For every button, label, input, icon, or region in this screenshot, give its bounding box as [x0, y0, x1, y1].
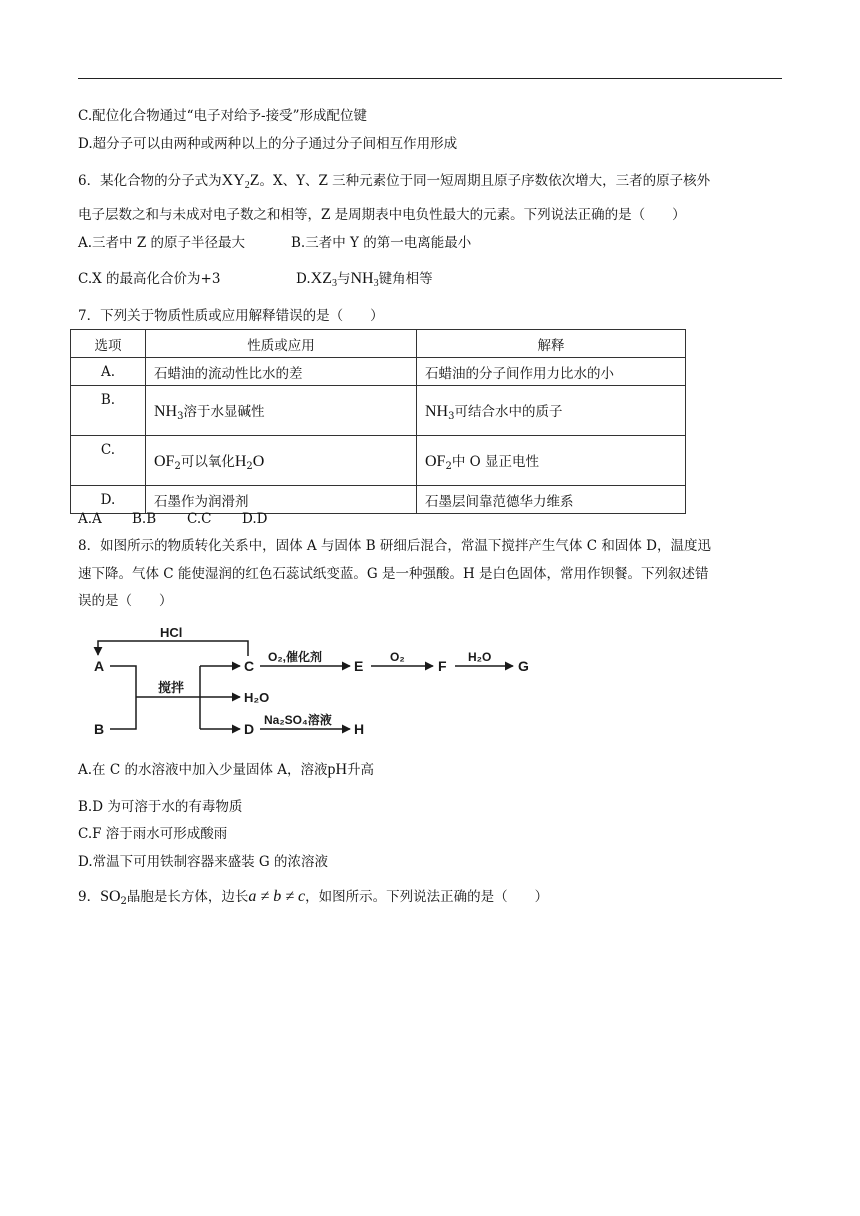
q7-row-a-explanation: 石蜡油的分子间作用力比水的小	[417, 358, 686, 386]
q6-option-b: B.三者中 Y 的第一电离能最小	[291, 235, 472, 251]
q8-stem-line3: 误的是（ ）	[78, 593, 173, 609]
q7-header-row	[71, 330, 686, 358]
q7-row-a-option: A.	[71, 358, 146, 386]
q6-optd-nh: NH	[350, 270, 374, 287]
q7-choice-b: B.B	[132, 511, 157, 527]
hcl-label: HCl	[160, 626, 183, 640]
q7-header-explanation: 解释	[417, 330, 686, 358]
q7-header-option: 选项	[71, 330, 146, 358]
q7-table	[70, 329, 686, 514]
q8-opta-ph: pH	[327, 761, 348, 778]
node-water: H₂O	[244, 690, 270, 705]
node-b: B	[94, 721, 105, 737]
q7-row-c-property	[146, 436, 417, 486]
q7-row-a	[71, 358, 686, 386]
q7-row-c-expl-sub: 2	[445, 461, 452, 472]
q7-header-property: 性质或应用	[146, 330, 417, 358]
q7-choice-c: C.C	[187, 511, 212, 527]
q8-opta-post: 升高	[347, 762, 375, 778]
q9-stem-post: ，如图所示。下列说法正确的是（ ）	[305, 889, 549, 905]
node-f: F	[438, 658, 447, 674]
q8-stem-line2: 速下降。气体 C 能使湿润的红色石蕊试纸变蓝。G 是一种强酸。H 是白色固体，常用作钡餐。下列叙述错	[78, 566, 709, 582]
q7-row-d-option: D.	[71, 486, 146, 514]
q6-option-c: C.X 的最高化合价为+3	[78, 271, 221, 287]
hcl-arrow	[98, 641, 248, 656]
q9-stem-mid: 晶胞是长方体，边长	[126, 889, 249, 905]
node-e: E	[354, 658, 364, 674]
q8-stem-line1: 8．如图所示的物质转化关系中，固体 A 与固体 B 研细后混合，常温下搅拌产生气体 C 和固体 D，温度迅	[78, 538, 711, 554]
q7-row-b-prop-sub: 3	[177, 411, 184, 422]
q9-prefix: 9．	[78, 889, 101, 905]
q8-opta-text: A.在 C 的水溶液中加入少量固体 A，溶液	[78, 762, 328, 778]
node-g: G	[518, 658, 529, 674]
q7-row-b-option: B.	[71, 386, 146, 436]
q7-row-c-prop-h-sub: 2	[246, 461, 253, 472]
q7-row-b-prop-formula: NH	[154, 403, 178, 420]
q7-row-b-expl-sub: 3	[448, 411, 455, 422]
q8-option-a	[78, 761, 374, 779]
header-rule	[78, 78, 782, 79]
q7-row-c-prop-sub: 2	[174, 461, 181, 472]
q9-condition: a ≠ b ≠ c	[248, 888, 306, 905]
q8-option-b: B.D 为可溶于水的有毒物质	[78, 799, 243, 815]
e-to-f-label: O₂	[390, 650, 405, 664]
q7-row-a-property: 石蜡油的流动性比水的差	[146, 358, 417, 386]
q6-optd-nh-sub: 3	[373, 278, 379, 289]
q7-row-b-expl-text: 可结合水中的质子	[454, 404, 563, 420]
q7-row-c-prop-h: H	[234, 453, 247, 470]
node-d: D	[244, 721, 255, 737]
q7-row-d	[71, 486, 686, 514]
q5-option-d: D.超分子可以由两种或两种以上的分子通过分子间相互作用形成	[78, 136, 458, 152]
q6-formula-sub: 2	[244, 180, 250, 191]
q7-row-b-prop-text: 溶于水显碱性	[183, 404, 265, 420]
d-to-h-label: Na₂SO₄溶液	[264, 713, 332, 727]
q6-formula	[222, 172, 260, 189]
q7-stem: 7．下列关于物质性质或应用解释错误的是（ ）	[78, 308, 384, 324]
q6-formula-xy: XY	[221, 172, 245, 189]
q6-optd-xz-sub: 3	[331, 278, 337, 289]
q6-optd-formula1	[311, 270, 337, 287]
q9-stem	[78, 888, 548, 906]
q6-stem-rest: 。X、Y、Z 三种元素位于同一短周期且原子序数依次增大，三者的原子核外	[259, 173, 711, 189]
q7-row-c-prop-o: O	[252, 453, 265, 470]
q6-optd-xz: XZ	[310, 270, 332, 287]
q7-row-d-explanation: 石墨层间靠范德华力维系	[417, 486, 686, 514]
node-c: C	[244, 658, 255, 674]
q9-formula: SO	[100, 888, 121, 905]
q6-formula-z: Z	[249, 172, 260, 189]
q6-option-a: A.三者中 Z 的原子半径最大	[78, 235, 246, 251]
q7-row-d-property: 石墨作为润滑剂	[146, 486, 417, 514]
merge-bracket	[110, 666, 136, 729]
q7-row-b	[71, 386, 686, 436]
q7-row-b-expl-formula: NH	[425, 403, 449, 420]
q8-transformation-diagram	[88, 626, 538, 742]
q6-optd-mid: 与	[336, 271, 351, 287]
q6-optd-formula2	[350, 270, 378, 287]
q6-stem-line1	[78, 172, 710, 190]
q6-option-d	[296, 270, 433, 288]
stir-label: 搅拌	[158, 680, 185, 695]
q7-row-c	[71, 436, 686, 486]
q8-option-c: C.F 溶于雨水可形成酸雨	[78, 826, 228, 842]
q7-row-c-explanation	[417, 436, 686, 486]
q7-row-b-explanation	[417, 386, 686, 436]
q8-option-d: D.常温下可用铁制容器来盛装 G 的浓溶液	[78, 854, 328, 870]
node-a: A	[94, 658, 105, 674]
q6-prefix: 6．某化合物的分子式为	[78, 173, 222, 189]
node-h: H	[354, 721, 365, 737]
q7-row-c-prop-formula: OF	[154, 453, 175, 470]
q7-row-c-prop-text: 可以氧化	[180, 454, 235, 470]
q6-optd-label: D.	[296, 271, 311, 287]
c-to-e-label: O₂,催化剂	[268, 650, 323, 664]
q6-stem-line2: 电子层数之和与未成对电子数之和相等，Z 是周期表中电负性最大的元素。下列说法正确的是（ ）	[78, 207, 686, 223]
q7-row-c-option: C.	[71, 436, 146, 486]
q7-row-c-expl-formula: OF	[425, 453, 446, 470]
q7-row-b-property	[146, 386, 417, 436]
q7-choice-a: A.A	[78, 511, 102, 527]
q5-option-c: C.配位化合物通过“电子对给予-接受”形成配位键	[78, 108, 368, 124]
f-to-g-label: H₂O	[468, 650, 492, 664]
q7-row-c-expl-text: 中 O 显正电性	[451, 454, 539, 470]
q7-choice-d: D.D	[242, 511, 268, 527]
q9-formula-sub: 2	[120, 896, 127, 907]
q6-optd-post: 键角相等	[378, 271, 433, 287]
